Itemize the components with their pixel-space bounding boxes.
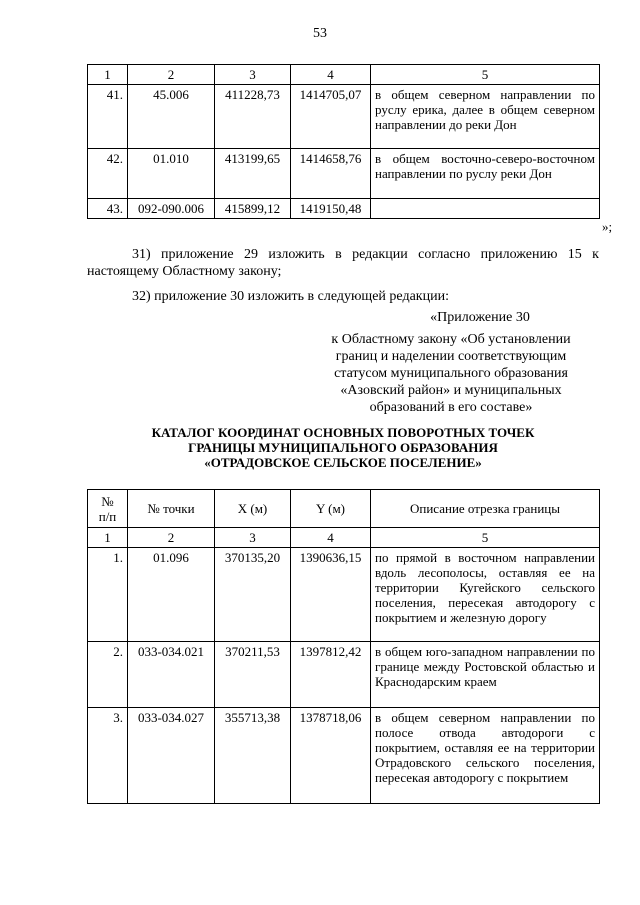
coordinates-table-continued: [87, 64, 600, 219]
row-number: 3.: [88, 708, 128, 804]
appendix-caption: [316, 331, 586, 416]
y-coordinate: 1414658,76: [291, 149, 371, 199]
table-row: [88, 85, 600, 149]
col-number-title: [88, 490, 128, 528]
col-point-title: № точки: [128, 490, 215, 528]
x-coordinate: 411228,73: [215, 85, 291, 149]
appendix-line: статусом муниципального образования: [334, 366, 568, 381]
header-cell: 3: [215, 528, 291, 548]
header-cell: 4: [291, 65, 371, 85]
col-y-title: Y (м): [291, 490, 371, 528]
y-coordinate: 1390636,15: [291, 548, 371, 642]
closing-quote: »;: [602, 219, 613, 234]
point-id: 01.096: [128, 548, 215, 642]
col-number-title-line: №: [101, 493, 114, 509]
y-coordinate: 1397812,42: [291, 642, 371, 708]
segment-description: в общем северном направлении по руслу ерика, далее в общем северном направлении до реки Дон: [371, 85, 600, 149]
header-cell: 5: [371, 528, 600, 548]
row-number: 41.: [88, 85, 128, 149]
header-cell: 5: [371, 65, 600, 85]
header-cell: 1: [88, 528, 128, 548]
page-number: 53: [313, 26, 327, 41]
paragraph-31: 31) приложение 29 изложить в редакции согласно приложению 15 к настоящему Областному закону;: [87, 247, 599, 279]
appendix-title: «Приложение 30: [430, 310, 530, 325]
point-id: 092-090.006: [128, 199, 215, 219]
point-id: 033-034.021: [128, 642, 215, 708]
col-desc-title: Описание отрезка границы: [371, 490, 600, 528]
table-row: [88, 548, 600, 642]
catalog-line: ГРАНИЦЫ МУНИЦИПАЛЬНОГО ОБРАЗОВАНИЯ: [188, 440, 498, 455]
paragraph-32: 32) приложение 30 изложить в следующей редакции:: [132, 289, 449, 304]
point-id: 033-034.027: [128, 708, 215, 804]
segment-description: [371, 199, 600, 219]
y-coordinate: 1419150,48: [291, 199, 371, 219]
x-coordinate: 415899,12: [215, 199, 291, 219]
segment-description: по прямой в восточном направлении вдоль лесополосы, оставляя ее на территории Кугейского сельского поселения, пересекая автодорогу с покрытием и железную дорогу: [371, 548, 600, 642]
catalog-heading: [87, 425, 599, 470]
appendix-line: к Областному закону «Об установлении: [331, 332, 571, 347]
segment-description: в общем северном направлении по полосе отвода автодороги с покрытием, оставляя ее на территории Отрадовского сельского поселения, пересекая автодорогу с покрытием: [371, 708, 600, 804]
header-cell: 2: [128, 65, 215, 85]
x-coordinate: 370211,53: [215, 642, 291, 708]
segment-description: в общем восточно-северо-восточном направлении по руслу реки Дон: [371, 149, 600, 199]
table-row: [88, 149, 600, 199]
table-row: [88, 708, 600, 804]
table-row: [88, 199, 600, 219]
header-cell: 4: [291, 528, 371, 548]
appendix-line: образований в его составе»: [369, 400, 533, 415]
table-header-row: [88, 65, 600, 85]
catalog-line: КАТАЛОГ КООРДИНАТ ОСНОВНЫХ ПОВОРОТНЫХ ТОЧЕК: [151, 425, 535, 440]
coordinates-table: [87, 489, 600, 804]
col-number-title-line: п/п: [98, 508, 117, 524]
catalog-line: «ОТРАДОВСКОЕ СЕЛЬСКОЕ ПОСЕЛЕНИЕ»: [204, 455, 482, 470]
table-header-row: [88, 528, 600, 548]
col-x-title: X (м): [215, 490, 291, 528]
row-number: 1.: [88, 548, 128, 642]
y-coordinate: 1414705,07: [291, 85, 371, 149]
column-titles-row: [88, 490, 600, 528]
header-cell: 3: [215, 65, 291, 85]
point-id: 01.010: [128, 149, 215, 199]
header-cell: 1: [88, 65, 128, 85]
x-coordinate: 370135,20: [215, 548, 291, 642]
row-number: 43.: [88, 199, 128, 219]
x-coordinate: 413199,65: [215, 149, 291, 199]
row-number: 42.: [88, 149, 128, 199]
x-coordinate: 355713,38: [215, 708, 291, 804]
header-cell: 2: [128, 528, 215, 548]
point-id: 45.006: [128, 85, 215, 149]
y-coordinate: 1378718,06: [291, 708, 371, 804]
appendix-line: границ и наделении соответствующим: [335, 349, 567, 364]
appendix-line: «Азовский район» и муниципальных: [340, 383, 562, 398]
table-row: [88, 642, 600, 708]
segment-description: в общем юго-западном направлении по границе между Ростовской областью и Краснодарским краем: [371, 642, 600, 708]
row-number: 2.: [88, 642, 128, 708]
